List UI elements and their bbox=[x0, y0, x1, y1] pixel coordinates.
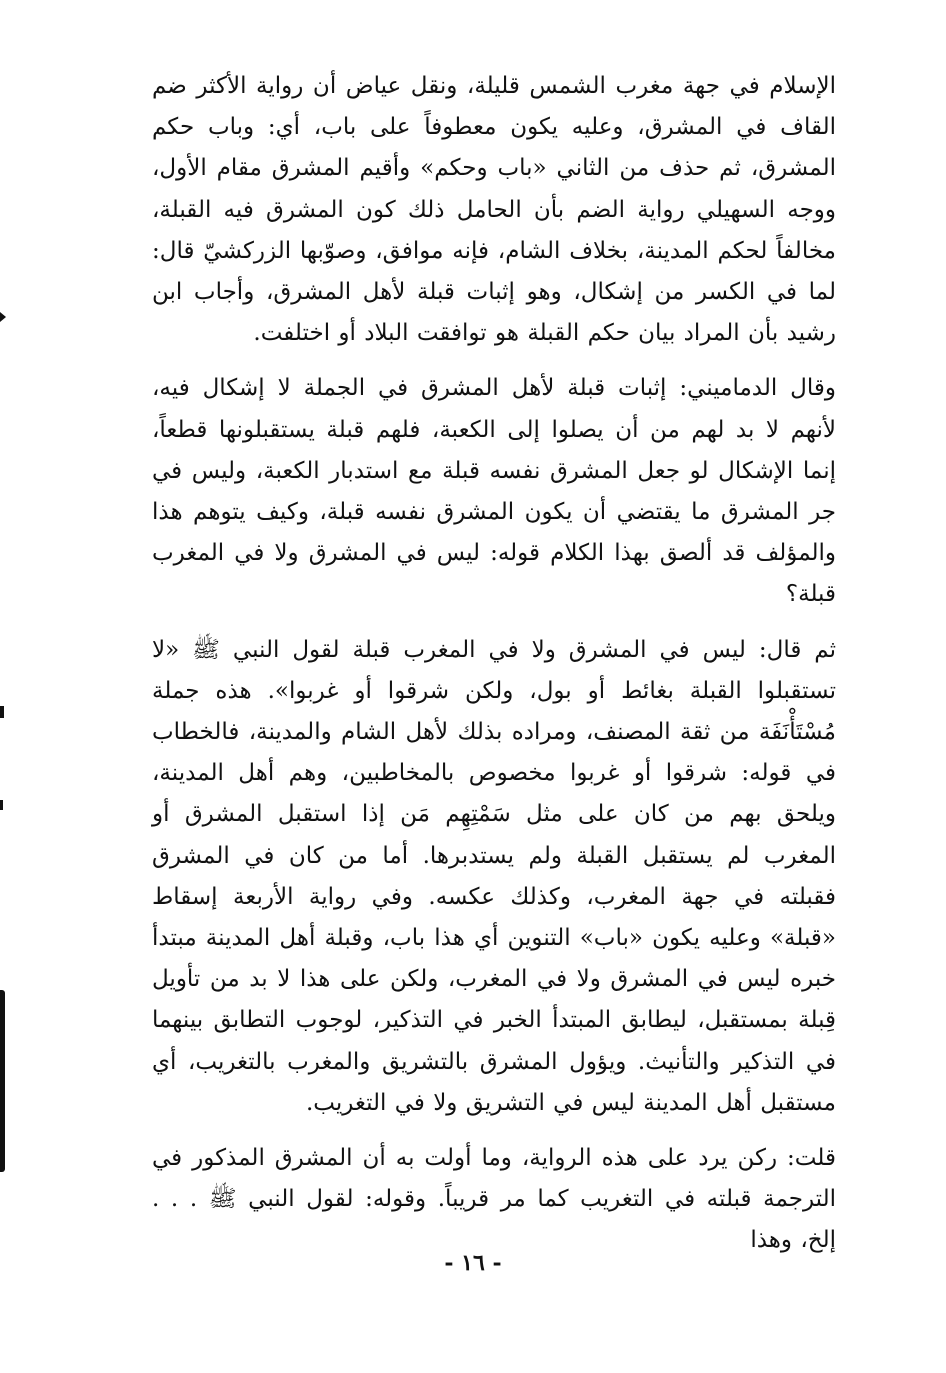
paragraph-2: وقال الدماميني: إثبات قبلة لأهل المشرق في الجملة لا إشكال فيه، لأنهم لا بد لهم من أن يصلوا إلى الكعبة، فلهم قبلة يستقبلونها قطعاً، إنما الإشكال لو جعل المشرق نفسه قبلة مع استدبار الكعبة، وليس في جر المشرق ما يقتضي أن يكون المشرق نفسه قبلة، وكيف يتوهم هذا والمؤلف قد ألصق بهذا الكلام قوله: ليس في المشرق ولا في المغرب قبلة؟ bbox=[152, 375, 836, 608]
page-number: - ١٦ - bbox=[444, 1250, 502, 1276]
scan-edge-dot bbox=[0, 706, 4, 718]
scan-edge-tick bbox=[0, 312, 6, 322]
paragraph-4: قلت: ركن يرد على هذه الرواية، وما أولت به أن المشرق المذكور في الترجمة قبلته في التغريب كما مر قريباً. وقوله: لقول النبي ﷺ . . . إلخ، وهذا bbox=[152, 1145, 836, 1254]
paragraph-1: الإسلام في جهة مغرب الشمس قليلة، ونقل عياض أن رواية الأكثر ضم القاف في المشرق، وعليه يكون معطوفاً على باب، أي: وباب حكم المشرق، ثم حذف من الثاني «باب وحكم» وأقيم المشرق مقام الأول، ووجه السهيلي رواية الضم بأن الحامل ذلك كون المشرق فيه القبلة، مخالفاً لحكم المدينة، بخلاف الشام، فإنه موافق، وصوّبها الزركشيّ قال: لما في الكسر من إشكال، وهو إثبات قبلة لأهل المشرق، وأجاب ابن رشيد بأن المراد بيان حكم القبلة هو توافقت البلاد أو اختلفت. bbox=[152, 73, 836, 347]
page-body bbox=[152, 66, 836, 1262]
scan-edge-bar bbox=[0, 990, 5, 1172]
scan-edge-dot bbox=[0, 800, 3, 810]
paragraph-3: ثم قال: ليس في المشرق ولا في المغرب قبلة لقول النبي ﷺ «لا تستقبلوا القبلة بغائط أو بول، ولكن شرقوا أو غربوا». هذه جملة مُسْتَأْنَفَة من ثقة المصنف، ومراده بذلك لأهل الشام والمدينة، فالخطاب في قوله: شرقوا أو غربوا مخصوص بالمخاطبين، وهم أهل المدينة، ويلحق بهم من كان على مثل سَمْتِهِم مَن إذا استقبل المشرق أو المغرب لم يستقبل القبلة ولم يستدبرها. أما من كان في المشرق فقبلته في جهة المغرب، وكذلك عكسه. وفي رواية الأربعة إسقاط «قبلة» وعليه يكون «باب» التنوين أي هذا باب، وقبلة أهل المدينة مبتدأ خبره ليس في المشرق ولا في المغرب، ولكن على هذا لا بد من تأويل قِبلة بمستقبل، ليطابق المبتدأ الخبر في التذكير، لوجوب التطابق بينهما في التذكير والتأنيث. ويؤول المشرق بالتشريق والمغرب بالتغريب، أي مستقبل أهل المدينة ليس في التشريق ولا في التغريب. bbox=[152, 636, 836, 1116]
